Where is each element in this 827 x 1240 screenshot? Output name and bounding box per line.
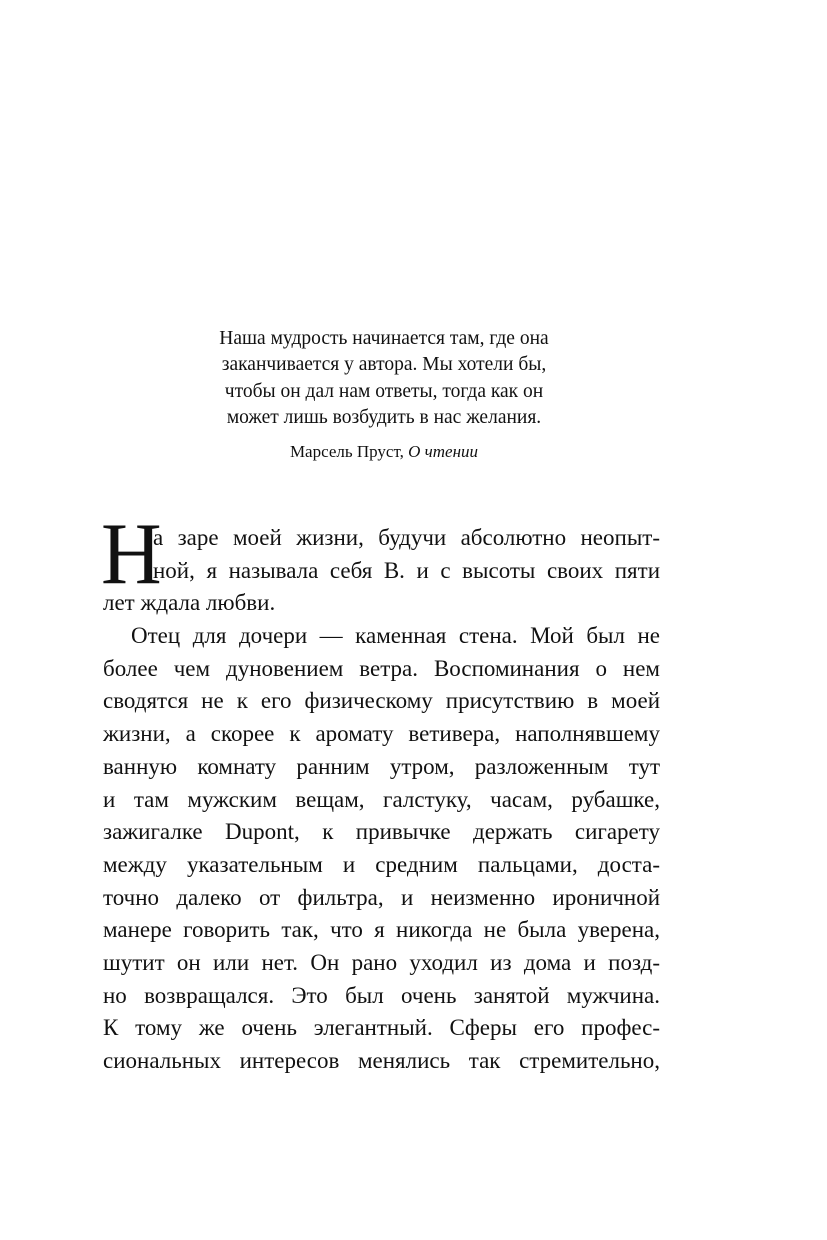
paragraph-line: зажигалке Dupont, к привычке держать сигарету <box>103 819 660 845</box>
epigraph-line: Наша мудрость начинается там, где она <box>219 328 549 349</box>
epigraph-line: заканчивается у автора. Мы хотели бы, <box>221 354 547 376</box>
body-text <box>101 505 660 1078</box>
paragraph-line: ванную комнату ранним утром, разложенным тут <box>103 753 660 779</box>
epigraph-attribution <box>180 440 588 464</box>
drop-cap: Н <box>101 505 162 603</box>
paragraph-line: К тому же очень элегантный. Сферы его профес- <box>103 1015 660 1041</box>
paragraph-line: более чем дуновением ветра. Воспоминания о нем <box>103 655 660 681</box>
paragraph-line: но возвращался. Это был очень занятой мужчина. <box>103 982 660 1008</box>
paragraph-line: и там мужским вещам, галстуку, часам, рубашке, <box>103 786 660 812</box>
paragraph-line: а заре моей жизни, будучи абсолютно неопыт- <box>153 525 660 550</box>
paragraph-line: ной, я называла себя В. и с высоты своих пяти <box>153 557 660 583</box>
attribution-work: О чтении <box>408 442 479 461</box>
paragraph-line: между указательным и средним пальцами, доста- <box>103 851 660 877</box>
epigraph-line: может лишь возбудить в нас желания. <box>226 406 542 428</box>
paragraph-line: манере говорить так, что я никогда не была уверена, <box>103 917 660 943</box>
paragraph-line: Отец для дочери — каменная стена. Мой был не <box>131 623 660 649</box>
paragraph-line: лет ждала любви. <box>103 590 276 616</box>
paragraph-line: сводятся не к его физическому присутствию в моей <box>103 688 660 714</box>
epigraph <box>180 326 588 431</box>
attribution-author: Марсель Пруст, <box>289 442 404 461</box>
paragraph-line: жизни, а скорее к аромату ветивера, наполнявшему <box>103 721 660 747</box>
paragraph-line: сиональных интересов менялись так стремительно, <box>103 1048 660 1073</box>
paragraph-line: точно далеко от фильтра, и неизменно ироничной <box>103 884 660 910</box>
epigraph-line: чтобы он дал нам ответы, тогда как он <box>224 380 544 402</box>
paragraph-line: шутит он или нет. Он рано уходил из дома и позд- <box>103 949 660 975</box>
